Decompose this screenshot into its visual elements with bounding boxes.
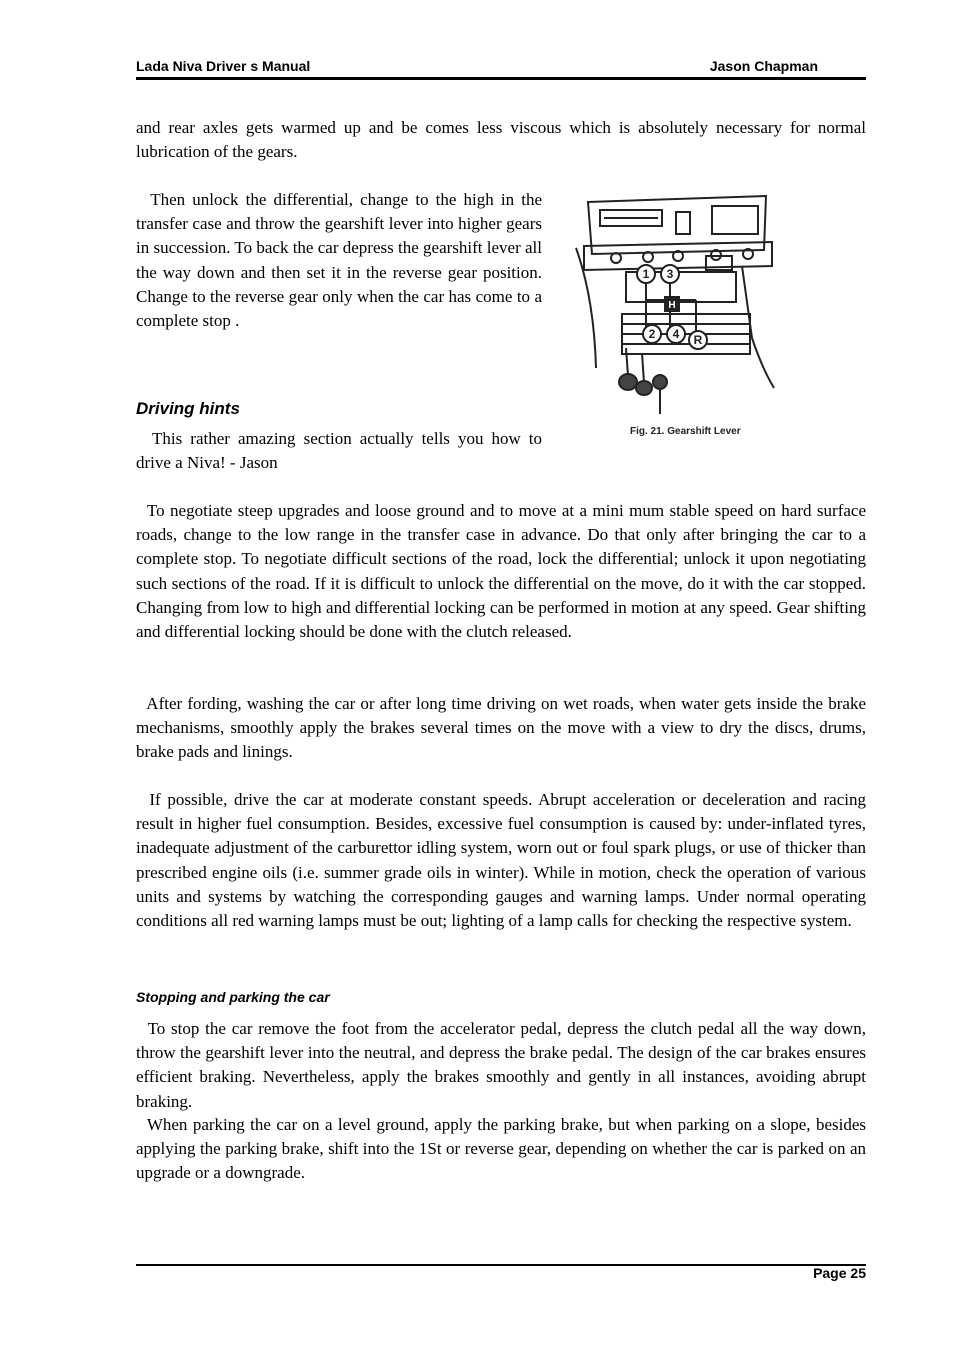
header-rule	[136, 77, 866, 80]
paragraph-steep-upgrades: To negotiate steep upgrades and loose ground and to move at a mini mum stable speed on hard surface roads, change to the low range in the transfer case in advance. Do that only after bringing the car to a complete stop. To negotiate difficult sections of the road, lock the differential; unlock it upon negotiating such sections of the road. If it is difficult to unlock the differential on the move, do it with the car stopped. Changing from low to high and differential locking can be performed in motion at any speed. Gear shifting and differential locking should be done with the clutch released.	[136, 501, 866, 642]
gear-label-1: 1	[642, 267, 650, 281]
gear-label-3: 3	[666, 267, 674, 281]
figure-caption: Fig. 21. Gearshift Lever	[630, 426, 741, 437]
gear-label-r: R	[693, 333, 703, 347]
paragraph-axles: and rear axles gets warmed up and be comes less viscous which is absolutely necessary for normal lubrication of the gears.	[136, 118, 866, 162]
gear-label-4: 4	[672, 327, 680, 341]
paragraph-fording: After fording, washing the car or after long time driving on wet roads, when water gets inside the brake mechanisms, smoothly apply the brakes several times on the move with a view to dry the discs, drums, brake pads and linings.	[136, 694, 866, 762]
footer-rule	[136, 1264, 866, 1266]
header-title: Lada Niva Driver s Manual	[136, 58, 311, 74]
gearshift-figure	[566, 188, 812, 444]
paragraph-jason-note: This rather amazing section actually tells you how to drive a Niva! - Jason	[136, 429, 542, 473]
gearshift-illustration	[566, 188, 812, 444]
heading-stopping-parking: Stopping and parking the car	[136, 989, 330, 1005]
paragraph-moderate-speeds: If possible, drive the car at moderate constant speeds. Abrupt acceleration or deceleration and racing result in higher fuel consumption. Besides, excessive fuel consumption is caused by: under-inflated tyres, inadequate adjustment of the carburettor idling system, worn out or foul spark plugs, or use of thicker than prescribed engine oils (i.e. summer grade oils in winter). While in motion, check the operation of various units and systems by watching the corresponding gauges and warning lamps. Under normal operating conditions all red warning lamps must be out; lighting of a lamp calls for checking the respective system.	[136, 790, 866, 931]
heading-driving-hints: Driving hints	[136, 399, 240, 418]
gear-label-2: 2	[648, 327, 656, 341]
page-number: Page 25	[813, 1265, 866, 1281]
paragraph-parking: When parking the car on a level ground, apply the parking brake, but when parking on a slope, besides applying the parking brake, shift into the 1St or reverse gear, depending on whether the car is parked on an upgrade or a downgrade.	[136, 1115, 866, 1183]
gear-label-h: H	[668, 300, 676, 311]
page-header	[136, 58, 866, 78]
header-author: Jason Chapman	[709, 58, 818, 74]
paragraph-unlock-differential: Then unlock the differential, change to the high in the transfer case and throw the gearshift lever into higher gears in succession. To back the car depress the gearshift lever all the way down and then set it in the reverse gear position. Change to the reverse gear only when the car has come to a complete stop .	[136, 190, 542, 331]
paragraph-stop-car: To stop the car remove the foot from the accelerator pedal, depress the clutch pedal all the way down, throw the gearshift lever into the neutral, and depress the brake pedal. The design of the car brakes ensures efficient braking. Nevertheless, apply the brakes smoothly and gently in all instances, avoiding abrupt braking.	[136, 1019, 866, 1111]
